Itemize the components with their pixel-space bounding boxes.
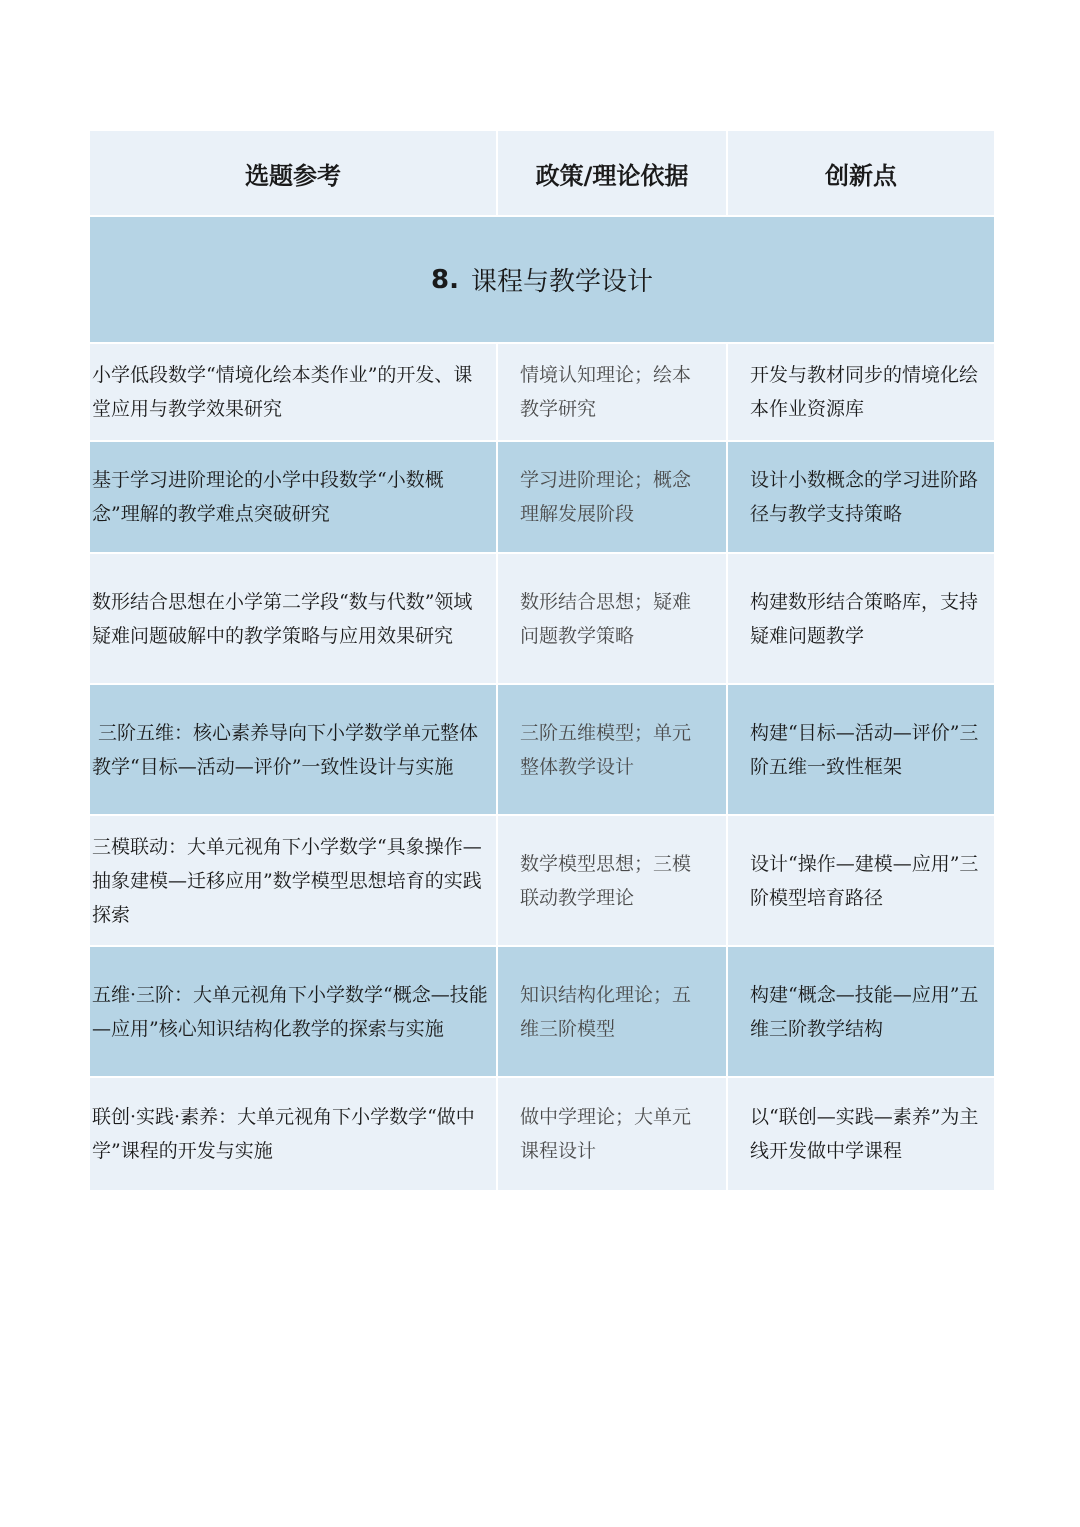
table-row-7-innovation: 以“联创—实践—素养”为主线开发做中学课程 [728, 1078, 994, 1190]
table-row-5-innovation: 设计“操作—建模—应用”三阶模型培育路径 [728, 816, 994, 945]
table-row-3-innovation: 构建数形结合策略库，支持疑难问题教学 [728, 554, 994, 683]
section-number: 8. [431, 264, 459, 295]
table-row-4-topic: 三阶五维：核心素养导向下小学数学单元整体教学“目标—活动—评价”一致性设计与实施 [90, 685, 496, 814]
table-row-2-basis: 学习进阶理论；概念理解发展阶段 [498, 442, 726, 552]
header-basis: 政策/理论依据 [498, 131, 726, 215]
table-row-4-innovation: 构建“目标—活动—评价”三阶五维一致性框架 [728, 685, 994, 814]
table-row-4-basis: 三阶五维模型；单元整体教学设计 [498, 685, 726, 814]
table-row-7-topic: 联创·实践·素养：大单元视角下小学数学“做中学”课程的开发与实施 [90, 1078, 496, 1190]
section-heading [90, 217, 994, 342]
table-row-1-topic: 小学低段数学“情境化绘本类作业”的开发、课堂应用与教学效果研究 [90, 344, 496, 440]
table-row-7-basis: 做中学理论；大单元课程设计 [498, 1078, 726, 1190]
table-row-3-basis: 数形结合思想；疑难问题教学策略 [498, 554, 726, 683]
table-row-3-topic: 数形结合思想在小学第二学段“数与代数”领域疑难问题破解中的教学策略与应用效果研究 [90, 554, 496, 683]
table-row-2-topic: 基于学习进阶理论的小学中段数学“小数概念”理解的教学难点突破研究 [90, 442, 496, 552]
header-topic: 选题参考 [90, 131, 496, 215]
topic-table [90, 131, 990, 1190]
table-row-6-basis: 知识结构化理论；五维三阶模型 [498, 947, 726, 1076]
header-innovation: 创新点 [728, 131, 994, 215]
table-row-1-innovation: 开发与教材同步的情境化绘本作业资源库 [728, 344, 994, 440]
table-row-6-topic: 五维·三阶：大单元视角下小学数学“概念—技能—应用”核心知识结构化教学的探索与实施 [90, 947, 496, 1076]
table-row-5-topic: 三模联动：大单元视角下小学数学“具象操作—抽象建模—迁移应用”数学模型思想培育的实践探索 [90, 816, 496, 945]
section-title: 课程与教学设计 [470, 267, 653, 297]
table-row-5-basis: 数学模型思想；三模联动教学理论 [498, 816, 726, 945]
table-row-6-innovation: 构建“概念—技能—应用”五维三阶教学结构 [728, 947, 994, 1076]
table-row-2-innovation: 设计小数概念的学习进阶路径与教学支持策略 [728, 442, 994, 552]
table-row-1-basis: 情境认知理论；绘本教学研究 [498, 344, 726, 440]
